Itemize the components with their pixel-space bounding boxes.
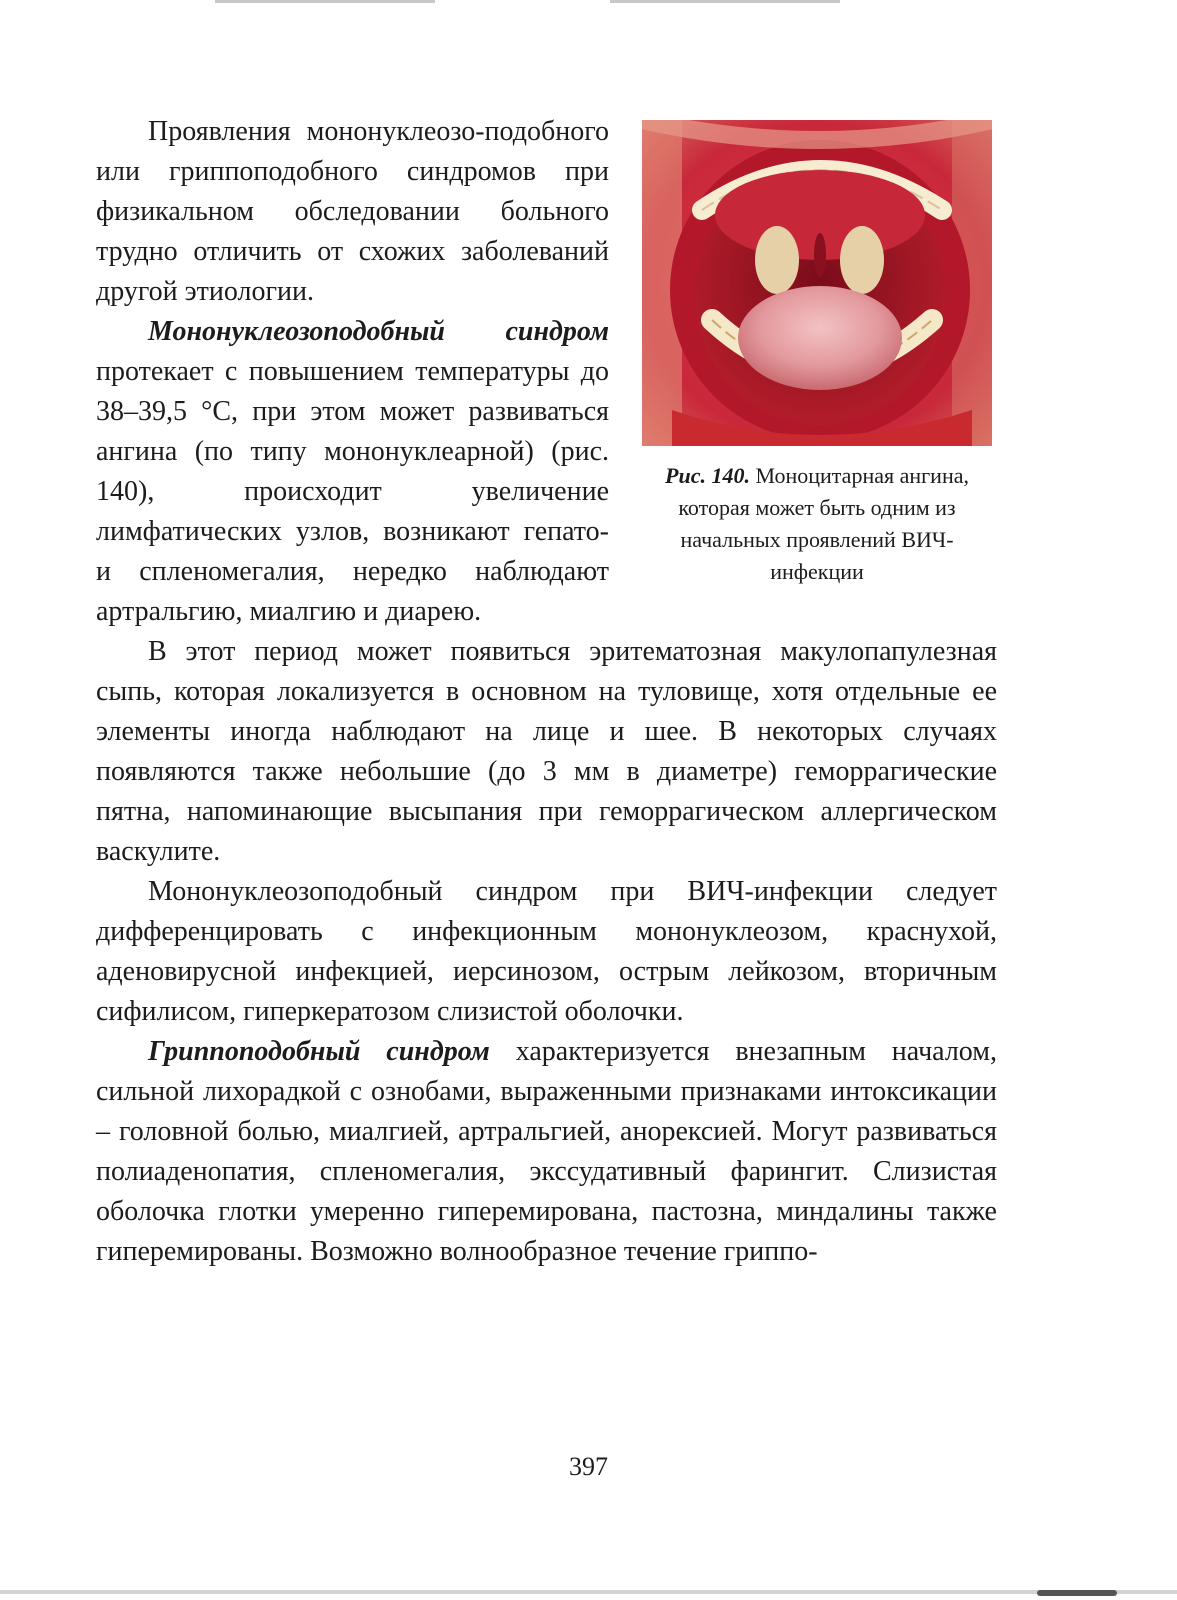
paragraph-5-text: характеризуется внезапным началом, сильной лихорадкой с ознобами, выраженными признаками интоксикации – головной болью, миалгией, артральгией, анорексией. Могут развиваться полиаденопатия, спленомегалия, экссудативный фарингит. Слизистая оболочка глотки умеренно гиперемирована, пастозна, миндалины также гиперемированы. Возможно волнообразное течение гриппо- [96, 1036, 997, 1267]
paragraph-5 [96, 1032, 997, 1272]
term-flu-like: Гриппоподобный синдром [148, 1036, 490, 1067]
paragraph-3: В этот период может появиться эритематозная макулопапулезная сыпь, которая локализуется в основном на туловище, хотя отдельные ее элементы иногда наблюдают на лице и шее. В некоторых случаях появляются также небольшие (до 3 мм в диаметре) геморрагические пятна, напоминающие высыпания при геморрагическом аллергическом васкулите. [96, 636, 997, 867]
figure-caption [637, 460, 997, 588]
top-scan-edge [610, 0, 840, 3]
page-number: 397 [569, 1452, 608, 1481]
top-scan-edge [215, 0, 435, 3]
term-mononucleosis-like: Мононуклеозоподобный синдром [148, 316, 609, 347]
paragraph-1: Проявления мононуклеозо-подобного или гриппоподобного синдромов при физикальном обследовании больного трудно отличить от схожих заболеваний другой этиологии. [96, 116, 609, 307]
figure-caption-text: Моноцитарная ангина, которая может быть одним из начальных проявлений ВИЧ-инфекции [678, 463, 969, 584]
paragraph-2-text: протекает с повышением температуры до 38–39,5 °С, при этом может развиваться ангина (по типу мононуклеарной) (рис. 140), происходит увеличение лимфатических узлов, возникают гепато- и спленомегалия, нередко наблюдают артральгию, миалгию и диарею. [96, 356, 609, 627]
figure-140 [637, 120, 997, 588]
bottom-scan-edge [0, 1590, 1177, 1594]
mouth-photo [642, 120, 992, 446]
body-text [96, 112, 997, 1272]
bottom-scan-mark [1037, 1590, 1117, 1596]
figure-label: Рис. 140. [665, 463, 750, 488]
paragraph-4: Мононуклеозоподобный синдром при ВИЧ-инфекции следует дифференцировать с инфекционным мононуклеозом, краснухой, аденовирусной инфекцией, иерсинозом, острым лейкозом, вторичным сифилисом, гиперкератозом слизистой оболочки. [96, 876, 997, 1027]
